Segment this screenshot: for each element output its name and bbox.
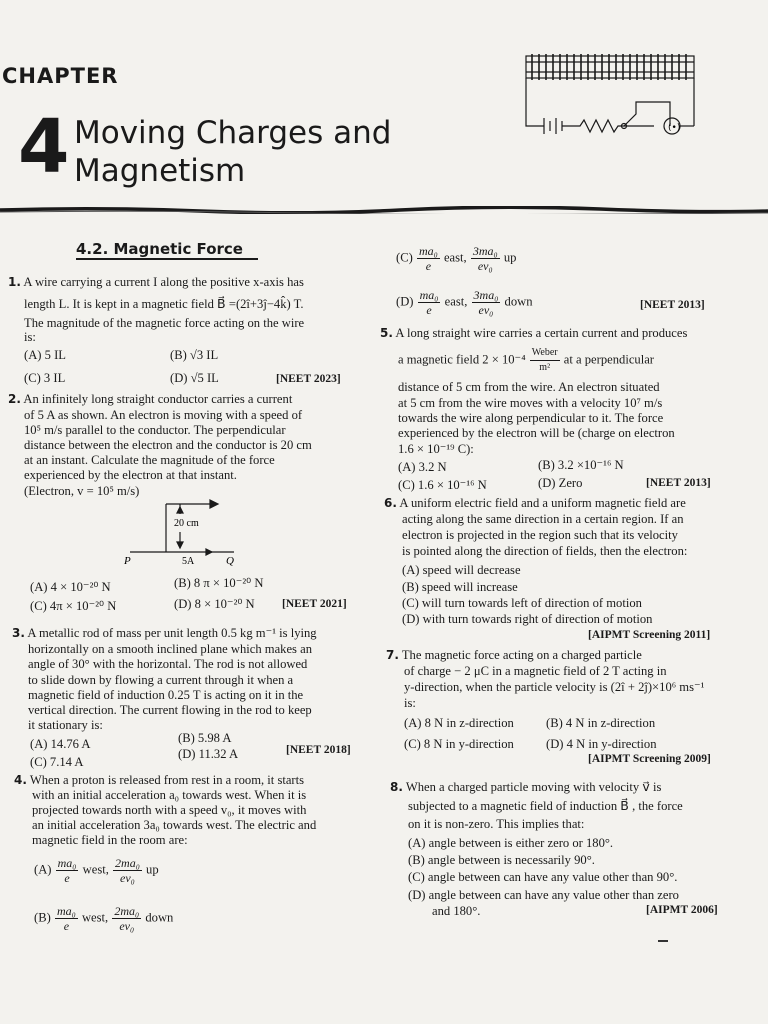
- text-part: at a perpendicular: [563, 352, 654, 367]
- chapter-title-line1: Moving Charges and: [74, 115, 392, 151]
- question-3: [12, 626, 317, 641]
- question-text: electron is projected in the region such that its velocity: [402, 528, 678, 542]
- question-text: of charge − 2 μC in a magnetic field of 2 T acting in: [404, 664, 667, 678]
- exam-tag: [AIPMT Screening 2011]: [588, 629, 711, 641]
- point-p-label: P: [124, 555, 131, 567]
- question-number: 4.: [14, 773, 27, 787]
- question-8: [390, 780, 661, 795]
- exam-tag: [NEET 2018]: [286, 744, 351, 756]
- question-text: A wire carrying a current I along the positive x-axis has: [23, 275, 304, 289]
- question-text: to slide down by flowing a current through it when a: [28, 673, 294, 687]
- fraction: [417, 244, 440, 273]
- question-number: 3.: [12, 626, 25, 640]
- question-number: 1.: [8, 275, 21, 289]
- chapter-title-line2: Magnetism: [74, 153, 246, 189]
- option-c: (C) 8 N in y-direction: [404, 737, 514, 751]
- question-text: is pointed along the direction of fields, then the electron:: [402, 544, 688, 558]
- direction: up: [503, 250, 517, 265]
- svg-text:(•): (•): [668, 123, 681, 133]
- question-text: towards the wire along perpendicular to it. The force: [398, 411, 664, 425]
- question-text: an initial acceleration 3a₀ towards west. The electric and: [32, 818, 317, 832]
- option-d: [396, 288, 533, 317]
- numerator: ma₀: [57, 856, 77, 870]
- direction: east,: [443, 250, 467, 265]
- numerator: 2ma₀: [114, 904, 140, 918]
- option-a: (A) angle between is either zero or 180°.: [408, 836, 614, 850]
- direction: down: [145, 910, 174, 925]
- fraction: [472, 288, 501, 317]
- option-a: (A) 3.2 N: [398, 460, 447, 474]
- numerator: 2ma₀: [115, 856, 140, 870]
- question-text: subjected to a magnetic field of induction B⃗ , the force: [408, 799, 683, 813]
- question-number: 2.: [8, 392, 21, 406]
- option-a: (A) 5 IL: [24, 348, 66, 362]
- question-text: 1.6 × 10⁻¹⁹ C):: [398, 442, 474, 456]
- option-c: (C) 7.14 A: [30, 755, 84, 769]
- option-d: (D) √5 IL: [170, 371, 219, 385]
- option-label: (C): [396, 250, 413, 265]
- exam-tag: [NEET 2023]: [276, 373, 341, 385]
- numerator: 3ma₀: [472, 244, 498, 258]
- option-label: (B): [34, 910, 51, 925]
- question-text: When a charged particle moving with velocity v⃗ is: [405, 780, 662, 794]
- option-b: [34, 904, 173, 933]
- question-text: The magnitude of the magnetic force acting on the wire: [24, 316, 305, 330]
- fraction: [113, 856, 142, 885]
- option-c: (C) 1.6 × 10⁻¹⁶ N: [398, 478, 487, 492]
- question-4: [14, 773, 304, 788]
- question-text: horizontally on a smooth inclined plane which makes an: [28, 642, 312, 656]
- question-text: vertical direction. The current flowing in the rod to keep: [28, 703, 312, 717]
- option-a: (A) speed will decrease: [402, 563, 521, 577]
- option-d: (D) 11.32 A: [178, 747, 239, 761]
- option-b: (B) speed will increase: [402, 580, 518, 594]
- question-text: experienced by the electron will be (charge on electron: [398, 426, 675, 440]
- question-text: projected towards north with a speed v₀, it moves with: [32, 803, 307, 817]
- denominator: ev₀: [477, 259, 493, 273]
- question-text: it stationary is:: [28, 718, 103, 732]
- chapter-number: 4: [18, 104, 70, 190]
- numerator: ma₀: [56, 904, 76, 918]
- question-text: is:: [24, 330, 36, 344]
- fraction: [418, 288, 441, 317]
- question-text: A uniform electric field and a uniform magnetic field are: [399, 496, 686, 510]
- fraction: [471, 244, 500, 273]
- exam-tag: [NEET 2013]: [640, 299, 705, 311]
- question-text: on it is non-zero. This implies that:: [408, 817, 585, 831]
- question-text: length L. It is kept in a magnetic field B⃗ =(2î+3ĵ−4k̂) T.: [24, 297, 304, 311]
- option-b: (B) 3.2 ×10⁻¹⁶ N: [538, 458, 624, 472]
- question-text: at an instant. Calculate the magnitude of the force: [24, 453, 275, 467]
- option-c: [396, 244, 516, 273]
- numerator: 3ma₀: [473, 288, 499, 302]
- exam-tag: [AIPMT Screening 2009]: [588, 753, 711, 765]
- question-number: 7.: [386, 648, 399, 662]
- option-label: (D): [396, 294, 414, 309]
- question-text: An infinitely long straight conductor carries a current: [23, 392, 293, 406]
- point-q-label: Q: [226, 555, 234, 567]
- section-heading: 4.2. Magnetic Force: [76, 240, 243, 258]
- option-d: (D) 8 × 10⁻²⁰ N: [174, 597, 255, 611]
- denominator: e: [425, 259, 432, 273]
- question-text: 10⁵ m/s parallel to the conductor. The perpendicular: [24, 423, 286, 437]
- fraction: [56, 856, 79, 885]
- question-text: (Electron, v = 10⁵ m/s): [24, 484, 140, 498]
- option-d-continued: and 180°.: [432, 904, 481, 918]
- direction: down: [504, 294, 533, 309]
- denominator: ev₀: [120, 871, 135, 885]
- question-number: 5.: [380, 326, 393, 340]
- question-1: [8, 275, 304, 290]
- option-a: [34, 856, 159, 885]
- question-number: 8.: [390, 780, 403, 794]
- denominator: e: [63, 919, 70, 933]
- question-text: A metallic rod of mass per unit length 0.5 kg m⁻¹ is lying: [27, 626, 317, 640]
- page-end-mark: [658, 940, 668, 942]
- question-text: y-direction, when the particle velocity is (2î + 2ĵ)×10⁶ ms⁻¹: [404, 680, 705, 694]
- denominator: e: [64, 871, 70, 885]
- chapter-label: CHAPTER: [2, 64, 119, 88]
- option-c: (C) will turn towards left of direction of motion: [402, 596, 642, 610]
- option-b: (B) angle between is necessarily 90°.: [408, 853, 595, 867]
- question-text: A long straight wire carries a certain current and produces: [395, 326, 688, 340]
- question-text: magnetic field of induction 0.25 T is acting on it in the: [28, 688, 304, 702]
- denominator: e: [426, 303, 432, 317]
- numerator: ma₀: [419, 288, 439, 302]
- exam-tag: [AIPMT 2006]: [646, 904, 718, 916]
- option-b: (B) √3 IL: [170, 348, 219, 362]
- option-a: (A) 8 N in z-direction: [404, 716, 514, 730]
- question-number: 6.: [384, 496, 397, 510]
- option-a: (A) 4 × 10⁻²⁰ N: [30, 580, 111, 594]
- question-text: [398, 346, 654, 375]
- exam-tag: [NEET 2013]: [646, 477, 711, 489]
- direction: west,: [82, 862, 109, 877]
- direction: east,: [444, 294, 468, 309]
- question-7: [386, 648, 642, 663]
- question-text: distance between the electron and the conductor is 20 cm: [24, 438, 312, 452]
- option-d: (D) angle between can have any value other than zero: [408, 888, 679, 902]
- section-underline: [76, 258, 258, 260]
- current-label: 5A: [182, 556, 195, 567]
- denominator: ev₀: [119, 919, 135, 933]
- option-c: (C) angle between can have any value other than 90°.: [408, 870, 678, 884]
- exam-tag: [NEET 2021]: [282, 598, 347, 610]
- direction: west,: [81, 910, 109, 925]
- denominator: m²: [539, 362, 551, 373]
- question-6: [384, 496, 686, 511]
- chapter-divider: [0, 206, 768, 214]
- question-text: with an initial acceleration a₀ towards west. When it is: [32, 788, 307, 802]
- question-text: is:: [404, 696, 416, 710]
- option-d: (D) 4 N in y-direction: [546, 737, 657, 751]
- option-b: (B) 4 N in z-direction: [546, 716, 656, 730]
- numerator: Weber: [530, 346, 560, 361]
- question-text: When a proton is released from rest in a room, it starts: [29, 773, 305, 787]
- option-a: (A) 14.76 A: [30, 737, 91, 751]
- question-text: at 5 cm from the wire moves with a velocity 10⁷ m/s: [398, 396, 663, 410]
- option-b: (B) 8 π × 10⁻²⁰ N: [174, 576, 264, 590]
- numerator: ma₀: [418, 244, 438, 258]
- question-text: of 5 A as shown. An electron is moving with a speed of: [24, 408, 303, 422]
- option-d: (D) Zero: [538, 476, 583, 490]
- conductor-figure: [110, 496, 250, 568]
- question-text: magnetic field in the room are:: [32, 833, 188, 847]
- option-c: (C) 4π × 10⁻²⁰ N: [30, 599, 117, 613]
- fraction: [530, 346, 560, 375]
- distance-label: 20 cm: [174, 518, 199, 529]
- question-text: distance of 5 cm from the wire. An electron situated: [398, 380, 660, 394]
- question-text: The magnetic force acting on a charged particle: [401, 648, 642, 662]
- option-c: (C) 3 IL: [24, 371, 66, 385]
- denominator: ev₀: [478, 303, 494, 317]
- option-label: (A): [34, 862, 52, 877]
- fraction: [55, 904, 78, 933]
- chapter-title: [74, 114, 494, 190]
- option-b: (B) 5.98 A: [178, 731, 232, 745]
- question-text: experienced by the electron at that instant.: [24, 468, 237, 482]
- question-2: [8, 392, 292, 407]
- option-d: (D) with turn towards right of direction of motion: [402, 612, 653, 626]
- question-text: angle of 30° with the horizontal. The rod is not allowed: [28, 657, 308, 671]
- direction: up: [146, 862, 159, 877]
- question-text: acting along the same direction in a certain region. If an: [402, 512, 684, 526]
- solenoid-circuit-illustration: [520, 48, 730, 138]
- question-5: [380, 326, 687, 341]
- text-part: a magnetic field 2 × 10⁻⁴: [398, 352, 526, 367]
- fraction: [112, 904, 141, 933]
